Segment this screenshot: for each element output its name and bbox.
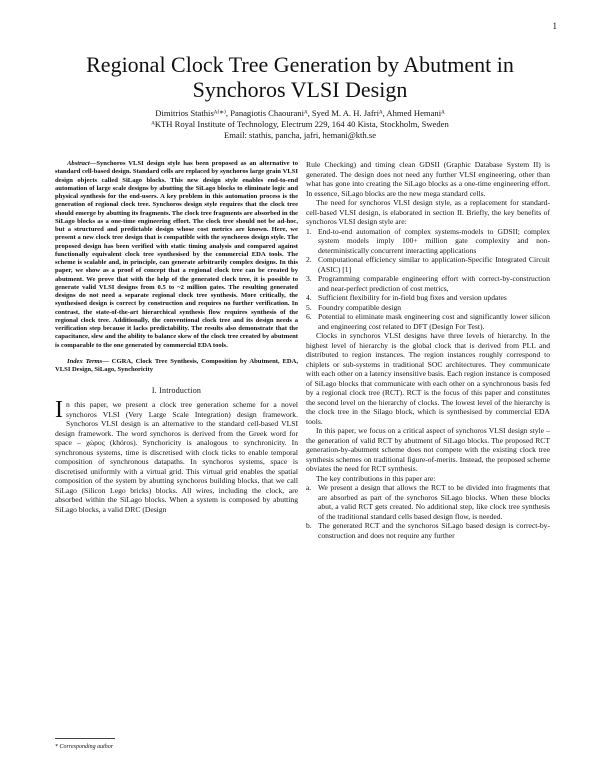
author-names: Dimitrios Stathisᴬ⁽*⁾, Panagiotis Chaouraniᴬ, Syed M. A. H. Jafriᴬ, Ahmed Hemaniᴬ <box>155 108 445 118</box>
right-paragraph-1: Rule Checking) and timing clean GDSII (Graphic Database System II) is generated. The design does not need any further VLSI engineering, other than what has gone into creating the SiLago blocks as a one-time engineering effort. In essence, SiLago blocks are the new mega standard cells. <box>306 160 550 198</box>
list-item-text: Programming comparable engineering effort with correct-by-construction and near-perfect prediction of cost metrics, <box>318 274 550 293</box>
section-heading-introduction: I. Introduction <box>151 386 202 396</box>
abstract-text: —Synchoros VLSI design style has been proposed as an alternative to standard cell-based design. Standard cells are replaced by synchoros large grain VLSI design objects called SiLago blocks. This new design style enables end-to-end automation of large scale designs by abutting the SiLago blocks to eliminate logic and physical synthesis for the end-users. A key problem in this automation process is the generation of regional clock tree. Synchoros design style requires that the clock tree should emerge by abutting its fragments. The clock tree fragments are absorbed in the SiLago blocks as a one-time engineering effort. The clock tree should not be ad-hoc, but a structured and predictable design whose cost metrics are known. Here, we present a new clock tree design that is compatible with the synchoros design style. The proposed design has been verified with static timing analysis and compared against functionally equivalent clock tree synthesised by the commercial EDA tools. The scheme is scalable and, in principle, can generate arbitrarily complex designs. In this paper, we show as a proof of concept that a regional clock tree can be created by abutment. We prove that with the help of the generated clock tree, it is possible to generate valid VLSI designs from 0.5 to ~2 million gates. The resulting generated designs do not need a separate regional clock tree synthesis. More critically, the synthesised design is correct by construction and requires no further verification. In contrast, the state-of-the-art hierarchical synthesis flow requires synthesis of the regional clock tree. Additionally, the conventional clock tree and its design needs a verification step because it lacks predictability. The results also demonstrate that the capacitance, slew and the ability to balance skew of the clock tree created by abutment is comparable to the one generated by commercial EDA tools. <box>55 160 298 349</box>
title-line-1: Regional Clock Tree Generation by Abutment in <box>86 52 514 77</box>
list-item-text: Potential to eliminate mask engineering cost and significantly lower silicon and engineering cost related to DFT (Design For Test). <box>318 312 550 331</box>
index-terms-label: Index Terms <box>67 357 103 365</box>
footnote-divider <box>55 738 115 739</box>
drop-cap: I <box>55 397 63 424</box>
email: Email: stathis, pancha, jafri, hemani@kth.se <box>223 130 377 140</box>
list-item-text: Sufficient flexibility for in-field bug fixes and version updates <box>318 293 507 302</box>
page-number: 1 <box>552 21 557 31</box>
benefit-item <box>306 227 550 256</box>
intro-paragraph <box>55 397 298 514</box>
affiliation: ᴬKTH Royal Institute of Technology, Electrum 229, 164 40 Kista, Stockholm, Sweden <box>151 119 449 129</box>
benefit-item <box>306 255 550 274</box>
list-marker: 2. <box>306 255 312 264</box>
list-marker: b. <box>306 521 312 530</box>
footnote: * Corresponding author <box>55 744 114 750</box>
index-terms <box>55 358 298 375</box>
paper-title <box>40 52 560 102</box>
list-item-text: The generated RCT and the synchoros SiLago based design is correct-by-construction and does not require any further <box>318 521 550 540</box>
abstract-label: Abstract <box>67 160 90 167</box>
benefit-item <box>306 293 550 303</box>
left-column <box>55 160 298 514</box>
list-marker: 6. <box>306 312 312 321</box>
list-marker: 4. <box>306 293 312 302</box>
benefit-item <box>306 303 550 313</box>
list-item-text: Computational efficiency similar to application-Specific Integrated Circuit (ASIC) [1] <box>318 255 550 274</box>
benefit-item <box>306 274 550 293</box>
list-marker: 3. <box>306 274 312 283</box>
intro-text: n this paper, we present a clock tree generation scheme for a novel synchoros VLSI (Very Large Scale Integration) design framework. Synchoros VLSI design is an alternative to the standard cell-based VLSI design framework. The word synchoros is derived from the Greek word for space – χώρος (khóros). Synchoricity is analogous to synchronicity. In synchronous systems, time is discretised with clock ticks to enable temporal composition of synchronous datapaths. In synchoros systems, space is discretised uniformly with a virtual grid. This virtual grid enables the spatial composition of the system by abutting synchoros building blocks, that we call SiLago (Silicon Lego bricks) blocks. All wires, including the clock, are absorbed within the SiLago blocks. When a system is composed by abutting SiLago blocks, a valid DRC (Design <box>55 400 298 514</box>
benefit-item <box>306 312 550 331</box>
list-item-text: We present a design that allows the RCT to be divided into fragments that are absorbed as part of the synchoros SiLago blocks. When these blocks abut, a valid RCT gets created. No additional step, like clock tree synthesis of the traditional standard cells based design flow, is needed. <box>318 483 550 521</box>
contribution-item <box>306 521 550 540</box>
right-paragraph-2: The need for synchoros VLSI design style, as a replacement for standard-cell-based VLSI design, is elaborated in section II. Briefly, the key benefits of synchoros VLSI design style are: <box>306 198 550 226</box>
right-paragraph-4: In this paper, we focus on a critical aspect of synchoros VLSI design style – the generation of valid RCT by abutment of SiLago blocks. The proposed RCT generation-by-abutment scheme does not compete with the existing clock tree synthesis schemes on traditional figure-of-merits. Instead, the proposed scheme obviates the need for RCT synthesis. <box>306 426 550 473</box>
abstract <box>55 160 298 350</box>
contribution-item <box>306 483 550 521</box>
list-item-text: Foundry compatible design <box>318 302 402 312</box>
right-paragraph-5: The key contributions in this paper are: <box>316 473 436 483</box>
list-item-text: End-to-end automation of complex systems-models to GDSII; complex system models imply 100+ million gate complexity and non-deterministically concurrent interacting applications <box>318 226 550 255</box>
list-marker: 1. <box>306 226 312 236</box>
list-marker: 5. <box>306 302 312 312</box>
list-marker: a. <box>306 483 312 492</box>
right-paragraph-3: Clocks in synchoros VLSI designs have three levels of hierarchy. In the highest level of hierarchy is the global clock that is derived from PLL and distributed to region instances. The region instances roughly correspond to chiplets or sub-systems in traditional SOC architectures. They communicate with each other on a latency insensitive basis. Each region instance is composed of SiLago blocks that communicate with each other on a synchronous basis fed by a regional clock tree (RCT). RCT is the focus of this paper and constitutes the second level on the hierarchy of clocks. The lowest level of the hierarchy is the clock tree in the Silago block, which is synthesised by commercial EDA tools. <box>306 331 550 426</box>
right-column <box>306 160 550 540</box>
contributions-list <box>306 483 550 540</box>
author-block <box>40 108 560 141</box>
title-line-2: Synchoros VLSI Design <box>192 77 408 102</box>
index-terms-text: — CGRA, Clock Tree Synthesis, Composition by Abutment, EDA, VLSI Design, SiLago, Synchoricity <box>55 357 299 373</box>
benefits-list <box>306 227 550 332</box>
